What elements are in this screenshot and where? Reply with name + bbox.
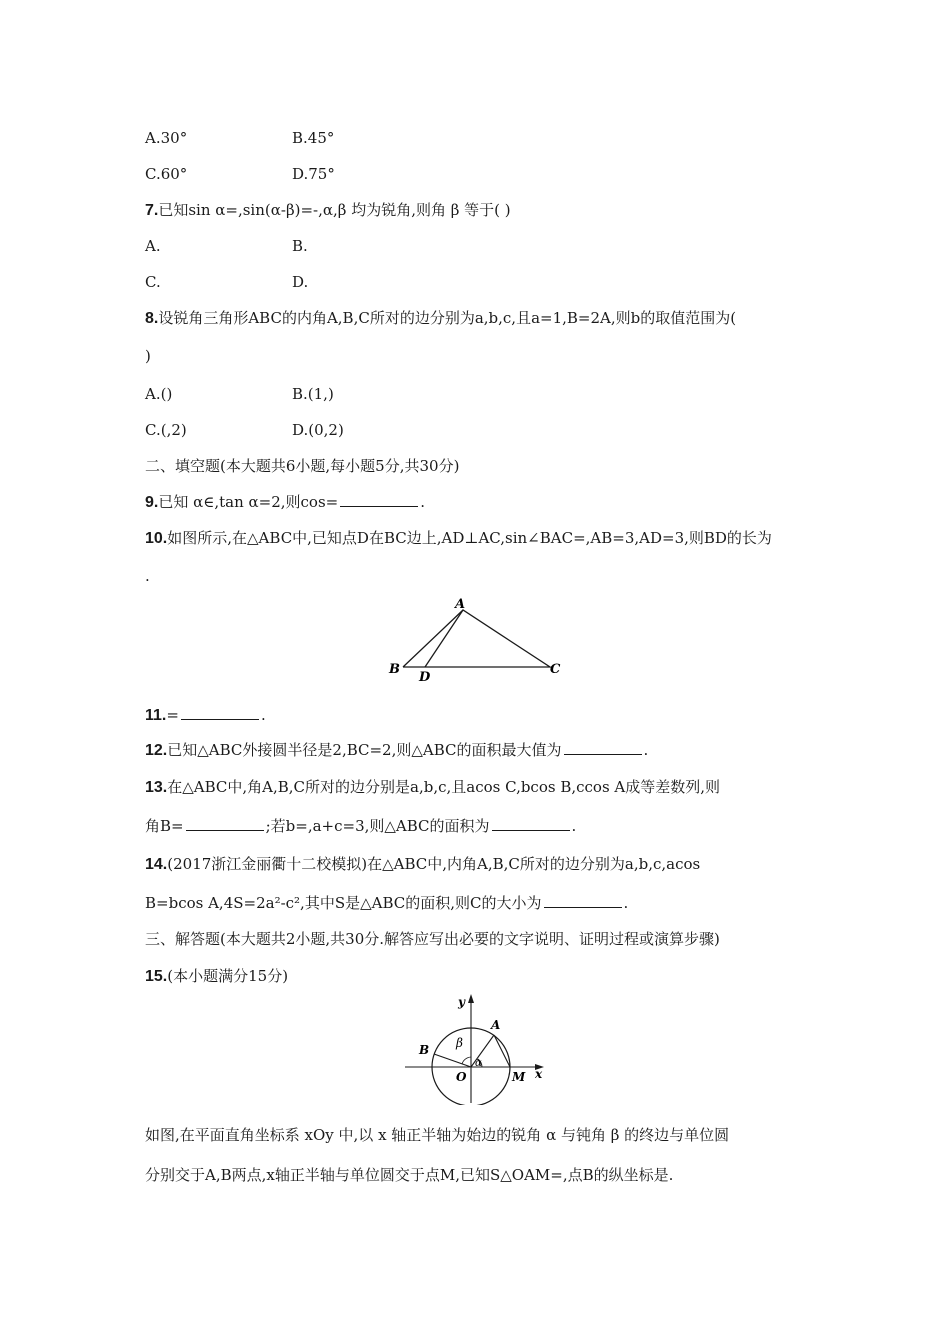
origin-label: O bbox=[456, 1070, 467, 1084]
answer-blank bbox=[181, 705, 259, 720]
angle-label-alpha: α bbox=[475, 1058, 482, 1069]
question-number: 12. bbox=[145, 742, 168, 759]
axis-label-y: y bbox=[458, 995, 465, 1009]
question-text: ;若b=,a+c=3,则△ABC的面积为 bbox=[265, 817, 490, 835]
question-text-end: . bbox=[260, 706, 266, 724]
question-number: 9. bbox=[145, 494, 159, 511]
q7-option-a: A. bbox=[145, 237, 161, 255]
question-15-paragraph-1: 如图,在平面直角坐标系 xOy 中,以 x 轴正半轴为始边的锐角 α 与钝角 β 的终边与单位圆 bbox=[145, 1126, 730, 1144]
question-text: 在△ABC中,角A,B,C所对的边分别是a,b,c,且acos C,bcos B,ccos A成等差数列,则 bbox=[167, 778, 721, 796]
question-8-continued: ) bbox=[145, 347, 151, 365]
question-text-end: . bbox=[420, 493, 426, 511]
question-text: 设锐角三角形ABC的内角A,B,C所对的边分别为a,b,c,且a=1,B=2A,则b的取值范围为( bbox=[158, 309, 737, 327]
question-text-end: . bbox=[571, 817, 577, 835]
q7-option-c: C. bbox=[145, 273, 161, 291]
answer-blank bbox=[186, 816, 264, 831]
question-number: 8. bbox=[145, 310, 159, 327]
question-8 bbox=[145, 308, 736, 329]
point-label-b: B bbox=[419, 1043, 430, 1057]
answer-blank bbox=[564, 740, 642, 755]
question-text: 已知△ABC外接圆半径是2,BC=2,则△ABC的面积最大值为 bbox=[167, 741, 562, 759]
question-14 bbox=[145, 854, 700, 875]
question-10 bbox=[145, 528, 772, 549]
vertex-label-b: B bbox=[389, 662, 400, 677]
question-text: 已知sin α=,sin(α-β)=-,α,β 均为锐角,则角 β 等于( ) bbox=[158, 201, 511, 219]
question-text: B=bcos A,4S=2a²-c²,其中S是△ABC的面积,则C的大小为 bbox=[145, 894, 542, 912]
question-text: 角B= bbox=[145, 817, 184, 835]
question-12 bbox=[145, 740, 648, 761]
q8-option-c: C.(,2) bbox=[145, 421, 187, 439]
q8-option-b: B.(1,) bbox=[292, 385, 334, 403]
point-label-m: M bbox=[512, 1070, 526, 1084]
answer-blank bbox=[544, 893, 622, 908]
question-text-end: . bbox=[623, 894, 629, 912]
axis-label-x: x bbox=[535, 1067, 543, 1081]
section-2-heading: 二、填空题(本大题共6小题,每小题5分,共30分) bbox=[145, 457, 460, 475]
question-number: 14. bbox=[145, 856, 168, 873]
question-15 bbox=[145, 966, 288, 987]
question-number: 15. bbox=[145, 968, 168, 985]
question-10-continued: . bbox=[145, 567, 150, 585]
question-14-continued bbox=[145, 893, 628, 913]
question-7 bbox=[145, 200, 511, 221]
angle-label-beta: β bbox=[456, 1036, 463, 1050]
question-number: 11. bbox=[145, 707, 167, 724]
question-text: = bbox=[166, 706, 179, 724]
question-number: 10. bbox=[145, 530, 168, 547]
question-13 bbox=[145, 777, 720, 798]
question-text: 如图所示,在△ABC中,已知点D在BC边上,AD⊥AC,sin∠BAC=,AB=3,AD=3,则BD的长为 bbox=[167, 529, 772, 547]
q7-option-d: D. bbox=[292, 273, 309, 291]
question-11 bbox=[145, 705, 266, 726]
vertex-label-a: A bbox=[455, 597, 466, 612]
q6-option-c: C.60° bbox=[145, 165, 188, 183]
q6-option-a: A.30° bbox=[145, 129, 188, 147]
question-9 bbox=[145, 492, 425, 513]
question-number: 7. bbox=[145, 202, 159, 219]
q7-option-b: B. bbox=[292, 237, 308, 255]
q8-option-a: A.() bbox=[145, 385, 173, 403]
q6-option-d: D.75° bbox=[292, 165, 335, 183]
question-text-end: . bbox=[643, 741, 649, 759]
question-text: 已知 α∈,tan α=2,则cos= bbox=[158, 493, 339, 511]
answer-blank bbox=[492, 816, 570, 831]
vertex-label-c: C bbox=[550, 662, 561, 677]
q8-option-d: D.(0,2) bbox=[292, 421, 344, 439]
vertex-label-d: D bbox=[419, 670, 431, 685]
point-label-a: A bbox=[491, 1018, 501, 1032]
section-3-heading: 三、解答题(本大题共2小题,共30分.解答应写出必要的文字说明、证明过程或演算步骤) bbox=[145, 930, 720, 948]
q6-option-b: B.45° bbox=[292, 129, 335, 147]
question-text: (2017浙江金丽衢十二校模拟)在△ABC中,内角A,B,C所对的边分别为a,b,c,acos bbox=[167, 855, 701, 873]
question-number: 13. bbox=[145, 779, 168, 796]
answer-blank bbox=[340, 492, 418, 507]
triangle-figure bbox=[385, 595, 570, 685]
question-text: (本小题满分15分) bbox=[167, 967, 289, 985]
unit-circle-figure bbox=[402, 993, 552, 1105]
question-13-continued bbox=[145, 816, 576, 836]
question-15-paragraph-2: 分别交于A,B两点,x轴正半轴与单位圆交于点M,已知S△OAM=,点B的纵坐标是. bbox=[145, 1166, 674, 1184]
